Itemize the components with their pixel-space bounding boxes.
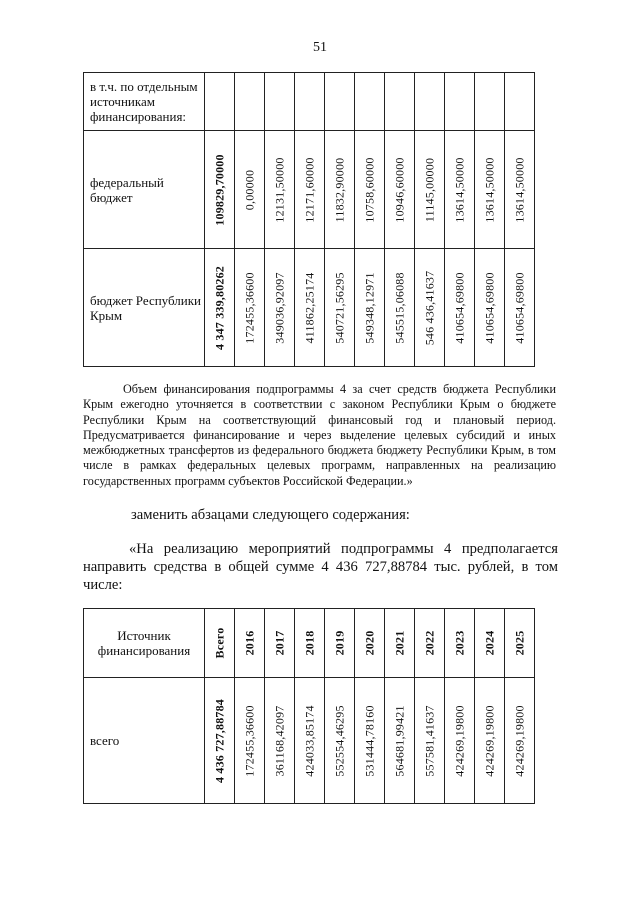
cell-2021: 10946,60000 <box>392 156 406 223</box>
cell-2016: 172455,36600 <box>242 271 256 344</box>
row-label-federal: федеральный бюджет <box>84 131 205 249</box>
cell-2020: 10758,60000 <box>362 156 376 223</box>
cell-2025: 424269,19800 <box>512 704 526 777</box>
header-year: 2021 <box>392 630 406 656</box>
table-row <box>84 678 535 804</box>
financing-table-new <box>83 608 535 804</box>
table-row <box>84 131 535 249</box>
cell-2022: 546 436,41637 <box>422 270 436 345</box>
header-year: 2023 <box>452 630 466 656</box>
sources-label: в т.ч. по отдельным источникам финансирования: <box>84 73 205 131</box>
cell-2017: 12131,50000 <box>272 156 286 223</box>
cell-2024: 410654,69800 <box>482 271 496 344</box>
cell-2022: 11145,00000 <box>422 157 436 222</box>
cell-total: 109829,70000 <box>212 153 226 226</box>
page-number: 51 <box>313 40 327 55</box>
cell-2024: 424269,19800 <box>482 704 496 777</box>
cell-2023: 410654,69800 <box>452 271 466 344</box>
cell-2024: 13614,50000 <box>482 156 496 223</box>
cell-2020: 531444,78160 <box>362 704 376 777</box>
cell-2018: 411862,25174 <box>302 272 316 343</box>
header-year: 2018 <box>302 630 316 656</box>
table-row <box>84 249 535 367</box>
cell-2017: 349036,92097 <box>272 271 286 344</box>
cell-2016: 0,00000 <box>242 169 256 210</box>
header-year: 2019 <box>332 630 346 656</box>
cell-2018: 12171,60000 <box>302 156 316 223</box>
cell-2023: 13614,50000 <box>452 156 466 223</box>
header-year: 2024 <box>482 630 496 656</box>
paragraph-total-sum: «На реализацию мероприятий подпрограммы 4 предполагается направить средства в общей сумме 4 436 727,88784 тыс. рублей, в том числе: <box>83 541 558 593</box>
header-year: 2016 <box>242 630 256 656</box>
cell-2019: 11832,90000 <box>332 157 346 222</box>
header-year: 2025 <box>512 630 526 656</box>
row-label-crimea-budget: бюджет Республики Крым <box>84 249 205 367</box>
replace-instruction: заменить абзацами следующего содержания: <box>131 507 410 523</box>
cell-2019: 540721,56295 <box>332 271 346 344</box>
table-header-row <box>84 609 535 678</box>
cell-2017: 361168,42097 <box>272 705 286 776</box>
header-source: Источник финансирования <box>84 609 205 678</box>
cell-2021: 564681,99421 <box>392 704 406 777</box>
cell-2025: 410654,69800 <box>512 271 526 344</box>
cell-2018: 424033,85174 <box>302 704 316 777</box>
header-total: Всего <box>212 627 226 659</box>
cell-2020: 549348,12971 <box>362 271 376 344</box>
cell-2022: 557581,41637 <box>422 704 436 777</box>
paragraph-financing-note: Объем финансирования подпрограммы 4 за счет средств бюджета Республики Крым ежегодно уточняется в соответствии с законом Республики Крым о бюджете Республики Крым на соответствующий финансовый год и плановый период. Предусматривается финансирование и через выделение целевых субсидий и иных межбюджетных трансфертов из федерального бюджета бюджету Республики Крым, в том числе в рамках федеральных целевых программ, направленных на реализацию государственных программ субъектов Российской Федерации.» <box>83 382 556 488</box>
table-row <box>84 73 535 131</box>
row-label-total: всего <box>84 678 205 804</box>
cell-2019: 552554,46295 <box>332 704 346 777</box>
cell-2021: 545515,06088 <box>392 271 406 344</box>
header-year: 2017 <box>272 630 286 656</box>
header-year: 2022 <box>422 630 436 656</box>
cell-2023: 424269,19800 <box>452 704 466 777</box>
cell-2016: 172455,36600 <box>242 704 256 777</box>
cell-total: 4 347 339,80262 <box>212 265 226 350</box>
cell-2025: 13614,50000 <box>512 156 526 223</box>
financing-table-continued <box>83 72 535 367</box>
cell-total: 4 436 727,88784 <box>212 698 226 783</box>
header-year: 2020 <box>362 630 376 656</box>
